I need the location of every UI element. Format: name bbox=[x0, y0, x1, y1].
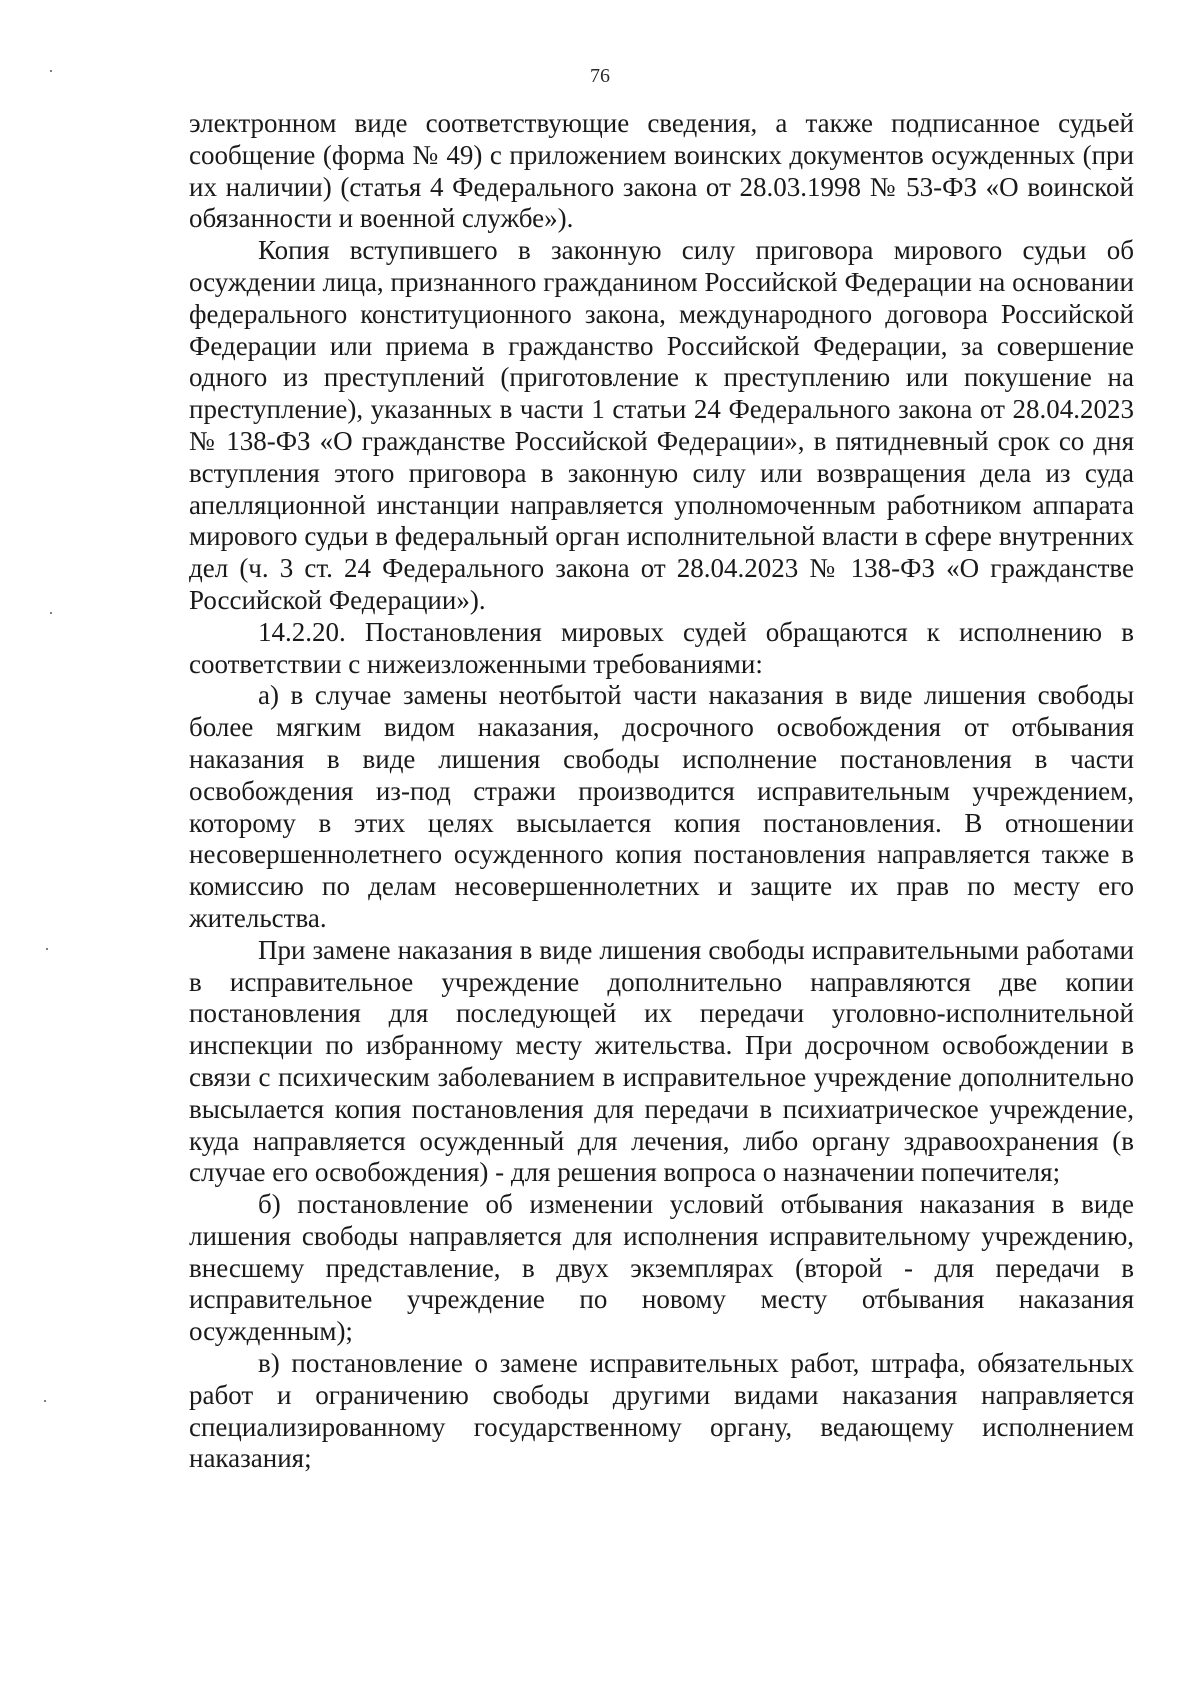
paragraph-item-v: в) постановление о замене исправительных работ, штрафа, обязательных работ и ограничению свободы другими видами наказания направляется специализированному государственному органу, ведающему исполнением наказания; bbox=[189, 1348, 1134, 1474]
scan-speck bbox=[50, 70, 52, 72]
paragraph-item-a: а) в случае замены неотбытой части наказания в виде лишения свободы более мягким видом наказания, досрочного освобождения от отбывания наказания в виде лишения свободы исполнение постановления в части освобождения из-под стражи производится исправительным учреждением, которому в этих целях высылается копия постановления. В отношении несовершеннолетнего осужденного копия постановления направляется также в комиссию по делам несовершеннолетних и защите их прав по месту его жительства. bbox=[189, 680, 1134, 933]
paragraph-verdict-copy: Копия вступившего в законную силу приговора мирового судьи об осуждении лица, признанного гражданином Российской Федерации на основании федерального конституционного закона, международного договора Российской Федерации или приема в гражданство Российской Федерации, за совершение одного из преступлений (приготовление к преступлению или покушение на преступление), указанных в части 1 статьи 24 Федерального закона от 28.04.2023 № 138-ФЗ «О гражданстве Российской Федерации», в пятидневный срок со дня вступления этого приговора в законную силу или возвращения дела из суда апелляционной инстанции направляется уполномоченным работником аппарата мирового судьи в федеральный орган исполнительной власти в сфере внутренних дел (ч. 3 ст. 24 Федерального закона от 28.04.2023 № 138-ФЗ «О гражданстве Российской Федерации»). bbox=[189, 235, 1134, 615]
paragraph-item-b: б) постановление об изменении условий отбывания наказания в виде лишения свободы направляется для исполнения исправительному учреждению, внесшему представление, в двух экземплярах (второй - для передачи в исправительное учреждение по новому месту отбывания наказания осужденным); bbox=[189, 1189, 1134, 1347]
page-number: 76 bbox=[590, 65, 610, 87]
paragraph-14-2-20: 14.2.20. Постановления мировых судей обращаются к исполнению в соответствии с нижеизложенными требованиями: bbox=[189, 616, 1134, 679]
paragraph-replacement-of-punishment: При замене наказания в виде лишения свободы исправительными работами в исправительное учреждение дополнительно направляются две копии постановления для последующей их передачи уголовно-исполнительной инспекции по избранному месту жительства. При досрочном освобождении в связи с психическим заболеванием в исправительное учреждение дополнительно высылается копия постановления для передачи в психиатрическое учреждение, куда направляется осужденный для лечения, либо органу здравоохранения (в случае его освобождения) - для решения вопроса о назначении попечителя; bbox=[189, 934, 1134, 1188]
scan-speck bbox=[44, 1400, 46, 1402]
document-body bbox=[189, 108, 1134, 1475]
scan-speck bbox=[46, 948, 48, 950]
paragraph-continuation: электронном виде соответствующие сведения, а также подписанное судьей сообщение (форма № 49) с приложением воинских документов осужденных (при их наличии) (статья 4 Федерального закона от 28.03.1998 № 53-ФЗ «О воинской обязанности и военной службе»). bbox=[189, 108, 1134, 234]
scan-speck bbox=[50, 612, 52, 614]
